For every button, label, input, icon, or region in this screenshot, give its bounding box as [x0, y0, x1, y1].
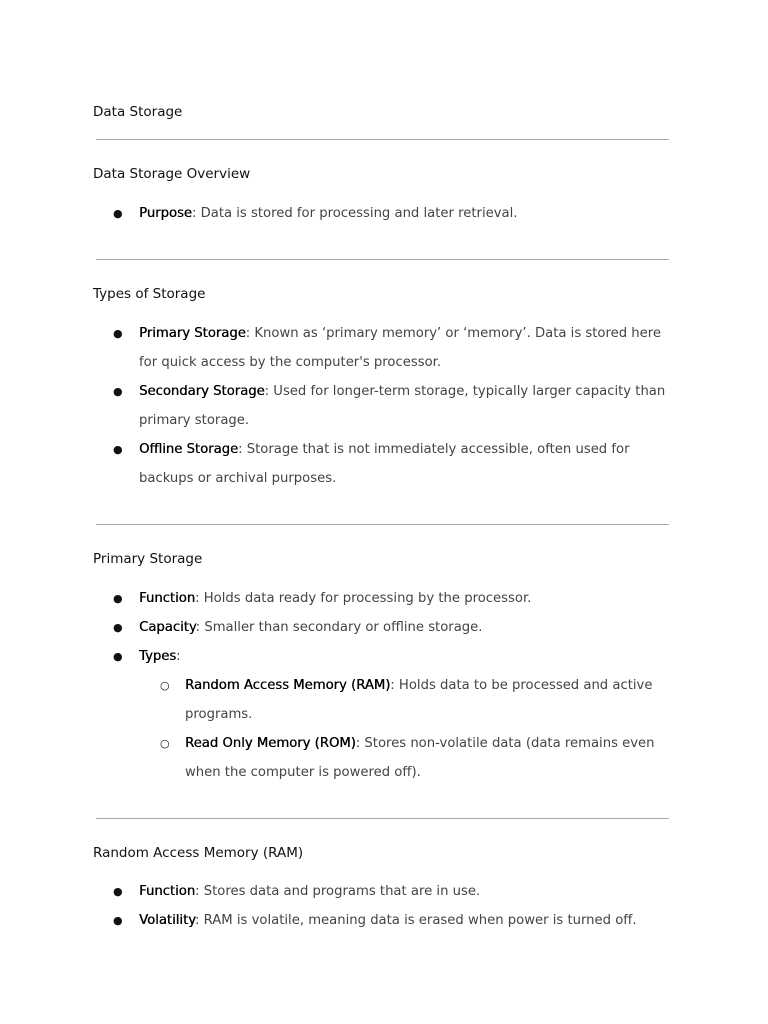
item-term: Random Access Memory (RAM): [185, 678, 391, 693]
item-text: Used for longer-term storage, typically larger capacity than primary storage.: [139, 384, 666, 428]
list-item-volatility: [139, 906, 674, 935]
divider: [96, 139, 669, 140]
bullet-icon: ●: [113, 621, 123, 634]
item-separator: :: [195, 591, 200, 606]
list-item-purpose: [139, 199, 674, 228]
divider: [96, 259, 669, 260]
bullet-icon: ●: [113, 650, 123, 663]
item-separator: :: [238, 442, 243, 457]
item-term: Capacity: [139, 620, 196, 635]
item-text: Holds data ready for processing by the processor.: [199, 591, 532, 606]
item-separator: :: [195, 884, 200, 899]
divider: [96, 818, 669, 819]
item-text: Stores non-volatile data (data remains even when the computer is powered off).: [185, 736, 655, 780]
item-separator: :: [390, 678, 395, 693]
item-text: Smaller than secondary or offline storage.: [200, 620, 483, 635]
bullet-icon: ●: [113, 327, 123, 340]
item-term: Types: [139, 649, 177, 664]
list-item-types: [139, 642, 674, 671]
bullet-icon: ●: [113, 885, 123, 898]
item-text: Stores data and programs that are in use.: [199, 884, 481, 899]
section-heading-ram: Random Access Memory (RAM): [93, 845, 304, 861]
list-item-offline-storage: [139, 435, 674, 493]
item-separator: :: [355, 736, 361, 751]
item-term: Volatility: [139, 913, 195, 928]
section-heading-overview: Data Storage Overview: [93, 166, 251, 182]
sub-list-item-rom: [185, 729, 675, 787]
item-text: Known as ‘primary memory’ or ‘memory’. Data is stored here for quick access by the computer's processor.: [139, 326, 662, 370]
bullet-icon: ●: [113, 914, 123, 927]
bullet-icon: ●: [113, 443, 123, 456]
list-item-capacity: [139, 613, 674, 642]
item-term: Offline Storage: [139, 442, 239, 457]
item-term: Secondary Storage: [139, 384, 265, 399]
item-separator: :: [191, 206, 197, 221]
item-separator: :: [245, 326, 251, 341]
item-term: Function: [139, 591, 196, 606]
sub-bullet-icon: ○: [160, 679, 170, 692]
sub-bullet-icon: ○: [160, 737, 170, 750]
list-item-primary-storage: [139, 319, 674, 377]
item-separator: :: [264, 384, 270, 399]
bullet-icon: ●: [113, 207, 123, 220]
section-heading-types: Types of Storage: [93, 286, 206, 302]
item-separator: :: [195, 620, 201, 635]
item-term: Purpose: [139, 206, 192, 221]
section-heading-primary: Primary Storage: [93, 551, 203, 567]
document-title: Data Storage: [93, 104, 183, 120]
list-item-ram-function: [139, 877, 674, 906]
divider: [96, 524, 669, 525]
item-text: Data is stored for processing and later retrieval.: [196, 206, 518, 221]
item-text: Storage that is not immediately accessible, often used for backups or archival purposes.: [139, 442, 630, 486]
bullet-icon: ●: [113, 592, 123, 605]
item-term: Function: [139, 884, 196, 899]
sub-list-item-ram: [185, 671, 675, 729]
list-item-secondary-storage: [139, 377, 674, 435]
bullet-icon: ●: [113, 385, 123, 398]
item-text: Holds data to be processed and active programs.: [185, 678, 653, 722]
item-separator: :: [176, 649, 181, 664]
item-separator: :: [195, 913, 200, 928]
item-text: RAM is volatile, meaning data is erased when power is turned off.: [199, 913, 637, 928]
item-term: Primary Storage: [139, 326, 246, 341]
list-item-function: [139, 584, 674, 613]
item-term: Read Only Memory (ROM): [185, 736, 356, 751]
